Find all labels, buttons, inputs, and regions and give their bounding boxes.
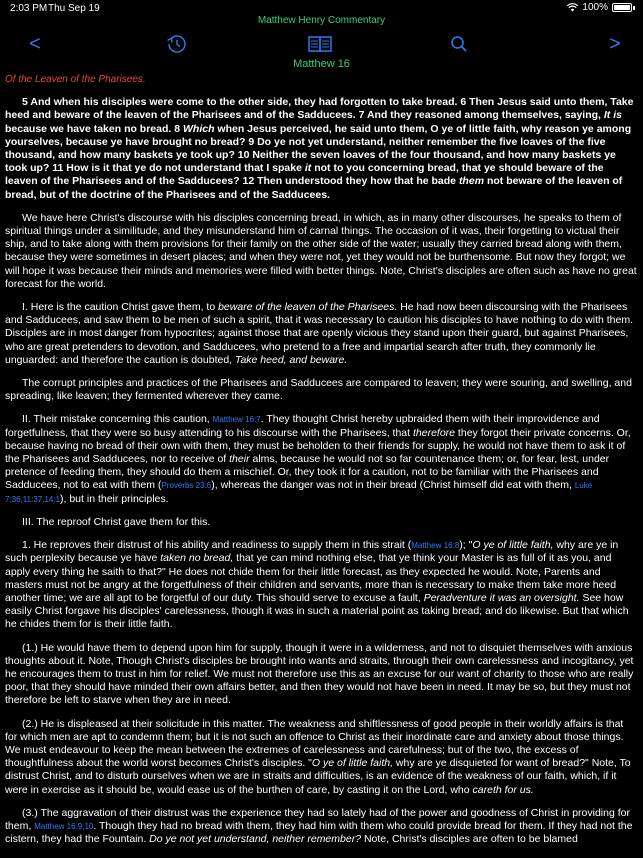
scripture-link[interactable]: Matthew 16:8 xyxy=(411,541,460,551)
commentary-point-3-1-1: (1.) He would have them to depend upon him for supply, though it were in a wilderness, and not to disquiet themselves with anxious thoughts about it. Note, Though Christ's disciples be brought into wants and straits, through their own carelessness and incogitancy, yet he encourages them to trust in him for relief. We must not therefore use this as an excuse for our want of charity to those who are really poor, that they should have minded their own affairs better, and then they would not have been in need. It may be so, but they must not therefore be left to starve when they are in need. xyxy=(5,641,634,707)
back-button[interactable]: < xyxy=(29,32,41,55)
commentary-point-3-1-2: (2.) He is displeased at their solicitude in this matter. The weakness and shiftlessness of good people in their worldly affairs is that for which men are apt to condemn them; but it is not such an offence to Christ as their inordinate care and anxiety about those things. We must endeavour to keep the mean between the extremes of carelessness and carefulness; but of the two, the excess of thoughtfulness about the world worst becomes Christ's disciples. "O ye of little faith, why are ye disquieted for want of bread?" Note, To distrust Christ, and to disturb ourselves when we are in straits and difficulties, is an evidence of the weakness of our faith, which, if it were in exercise as it should be, would ease us of the burthen of care, by casting it on the Lord, who careth for us. xyxy=(5,717,631,796)
scripture-link[interactable]: Proverbs 23:6 xyxy=(161,481,212,491)
section-title: Of the Leaven of the Pharisees. xyxy=(5,74,146,85)
scripture-link[interactable]: Luke 7:36,11:37,14:1 xyxy=(5,481,593,504)
commentary-intro: We have here Christ's discourse with his disciples concerning bread, in which, as in many other discourses, he speaks to them of spiritual things under a similitude, and they misunderstand him of carnal things. The occasion of it was, their forgetting to victual their ship, and to take along with them provisions for their family on the other side of the water; usually they carried bread along with them, because they were sometimes in desert places; and when they were not, yet they would not be burthensome. But now they forgot; we will hope it was because their minds and memories were filled with better things. Note, Christ's disciples are often such as have no great forecast for the world. xyxy=(5,211,637,290)
status-time: 2:03 PM xyxy=(10,3,48,14)
toolbar xyxy=(0,30,643,58)
forward-button[interactable]: > xyxy=(609,32,621,55)
scripture-link[interactable]: Matthew 16:7 xyxy=(212,415,261,425)
commentary-point-3-1-3: (3.) The aggravation of their distrust was the experience they had so lately had of the power and goodness of Christ in providing for them, Matthew 16:9,10. Though they had no bread with them, they had him with them who could provide bread for them. If they had not the cistern, they had the Fountain. Do ye not yet understand, neither remember? Note, Christ's disciples are often to be blamed xyxy=(5,806,633,846)
search-icon[interactable] xyxy=(448,32,470,56)
battery-percent: 100% xyxy=(582,2,608,13)
chapter-title: Matthew 16 xyxy=(293,58,350,70)
book-icon[interactable] xyxy=(307,32,333,56)
wifi-icon xyxy=(567,3,578,12)
history-icon[interactable] xyxy=(163,32,189,56)
app-title: Matthew Henry Commentary xyxy=(257,15,386,26)
commentary-point-1: I. Here is the caution Christ gave them, to beware of the leaven of the Pharisees. He had now been discoursing with the Pharisees and Sadducees, and saw them to be men of such a spirit, that it was necessary to caution his disciples to have nothing to do with them. Disciples are in most danger from hypocrites; against those that are openly vicious they stand upon their guard, but against Pharisees, who are great pretenders to devotion, and Sadducees, who pretend to a free and impartial search after truth, they commonly lie unguarded: and therefore the caution is doubted, Take heed, and beware. xyxy=(5,301,634,366)
battery-icon xyxy=(612,3,632,12)
commentary-leaven: The corrupt principles and practices of the Pharisees and Sadducees are compared to leaven; they were souring, and swelling, and spreading, like leaven; they fermented wherever they came. xyxy=(5,377,632,403)
status-right xyxy=(567,2,635,13)
scripture-passage: 5 And when his disciples were come to the other side, they had forgotten to take bread. 6 Then Jesus said unto them, Take heed and beware of the leaven of the Pharisees and of the Sadducees. 7 And they reasoned among themselves, saying, It is because we have taken no bread. 8 Which when Jesus perceived, he said unto them, O ye of little faith, why reason ye among yourselves, because ye have brought no bread? 9 Do ye not yet understand, neither remember the five loaves of the five thousand, and how many baskets ye took up? 10 Neither the seven loaves of the four thousand, and how many baskets ye took up? 11 How is it that ye do not understand that I spake it not to you concerning bread, that ye should beware of the leaven of the Pharisees and of the Sadducees? 12 Then understood they how that he bade them not beware of the leaven of bread, but of the doctrine of the Pharisees and of the Sadducees. xyxy=(5,96,634,201)
commentary-point-3-1: 1. He reproves their distrust of his ability and readiness to supply them in this strait (Matthew 16:8); "O ye of little faith, why are ye in such perplexity because ye have taken no bread, that ye can mind nothing else, that ye think your Master is as full of it as you, and apply every thing he saith to that?" He does not chide them for their little forecast, as they expected he would. Note, Parents and masters must not be angry at the forgetfulness of their children and servants, more than is necessary to make them take more heed another time; we are all apt to be forgetful of our duty. This should serve to excuse a fault, Peradventure it was an oversight. See how easily Christ forgave his disciples' carelessness, though it was in such a material point as taking bread; and do likewise. But that which he chides them for is their little faith. xyxy=(5,539,629,631)
status-date: Thu Sep 19 xyxy=(48,3,100,14)
scripture-link[interactable]: Matthew 16:9,10 xyxy=(34,821,94,831)
commentary-point-3: III. The reproof Christ gave them for this. xyxy=(22,515,211,528)
commentary-content xyxy=(5,73,637,856)
status-bar xyxy=(0,0,643,16)
commentary-point-2: II. Their mistake concerning this caution, Matthew 16:7. They thought Christ hereby upbraided them with their improvidence and forgetfulness, that they were so busy attending to his discourse with the Pharisees, that therefore they forgot their private concerns. Or, because having no bread of their own with them, they must be beholden to their friends for supply, he would not have them to ask it of the Pharisees and Sadducees, nor to receive of their alms, because he would not so far countenance them; or, for fear, lest, under pretence of feeding them, they should do them a mischief. Or, they took it for a caution, not to be familiar with the Pharisees and Sadducees, not to eat with them (Proverbs 23:6), whereas the danger was not in their bread (Christ himself did eat with them, Luke 7:36,11:37,14:1), but in their principles. xyxy=(5,413,631,505)
